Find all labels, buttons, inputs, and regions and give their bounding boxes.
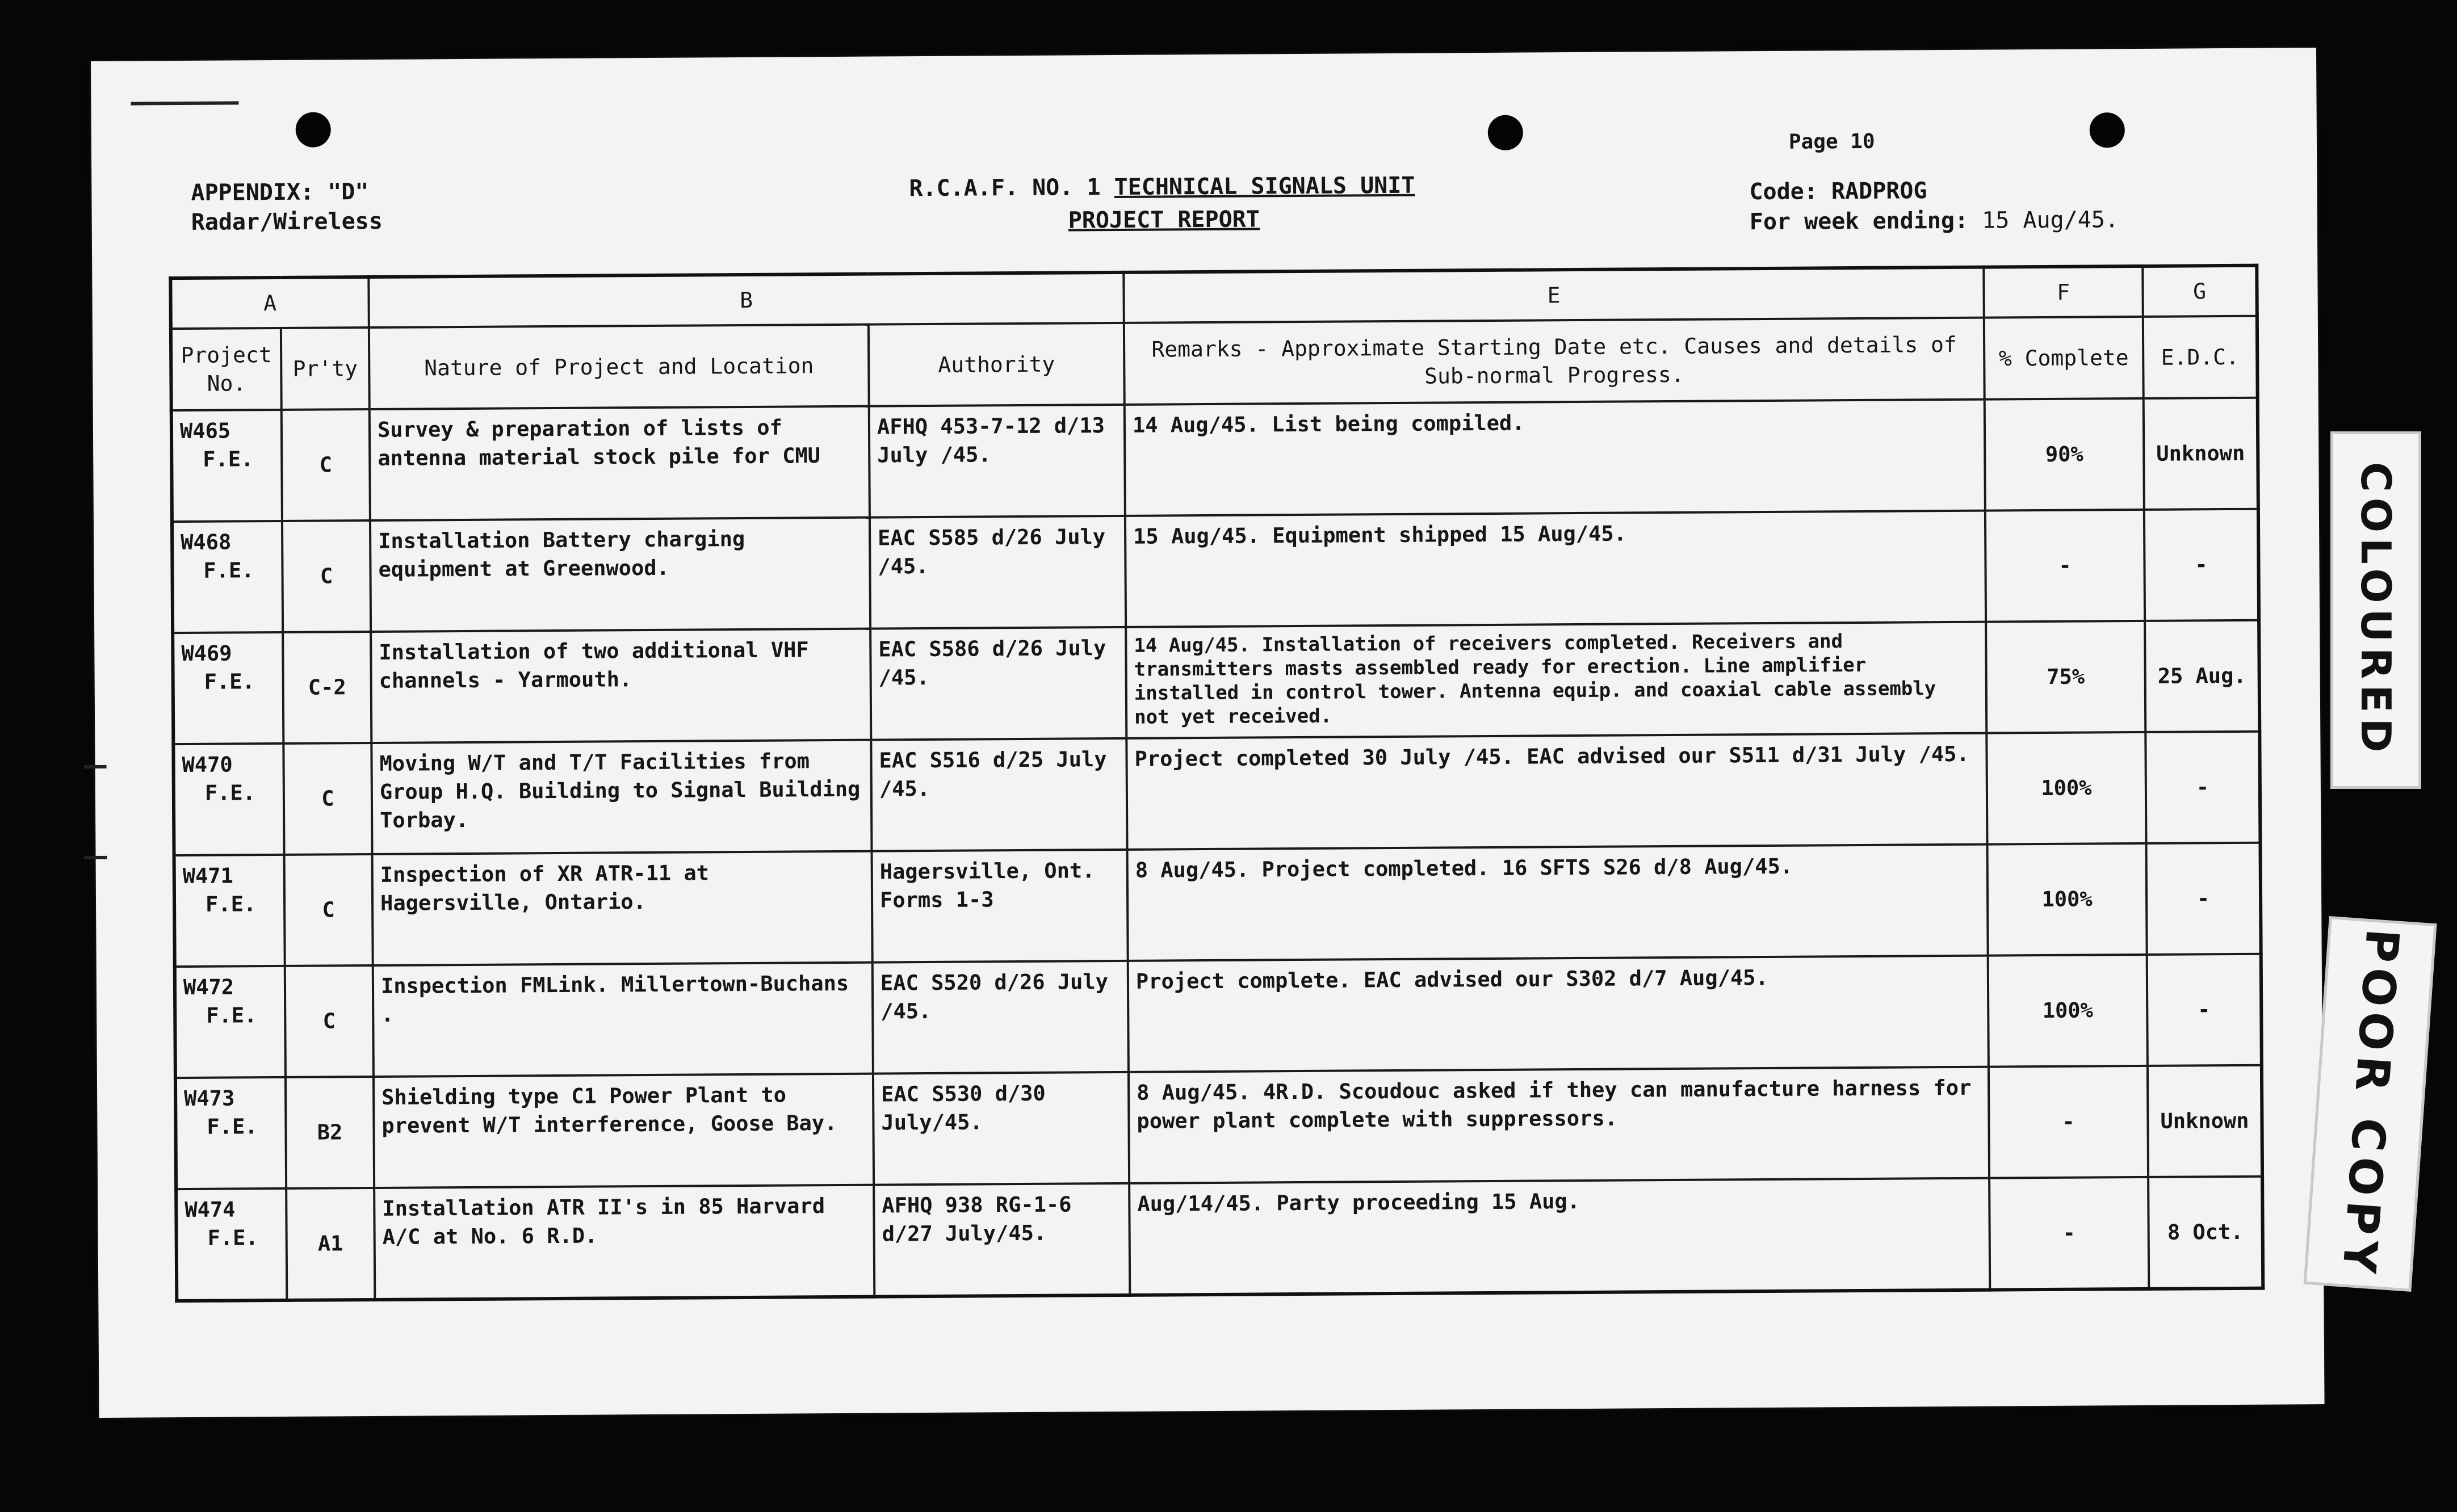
col-priority: Pr'ty xyxy=(281,327,370,410)
nature-cell: Inspection FMLink. Millertown-Buchans . xyxy=(373,963,873,1077)
edc-cell: - xyxy=(2146,843,2261,955)
week-ending: For week ending: 15 Aug/45. xyxy=(1749,207,2119,236)
complete-cell: 75% xyxy=(1986,621,2145,733)
authority-cell: EAC S516 d/25 July /45. xyxy=(871,738,1127,851)
remarks-cell: Aug/14/45. Party proceeding 15 Aug. xyxy=(1129,1178,1990,1295)
project-no-cell: W465 F.E. xyxy=(171,410,282,522)
nature-cell: Installation ATR II's in 85 Harvard A/C at No. 6 R.D. xyxy=(374,1185,874,1300)
table-row xyxy=(175,954,2262,1078)
priority-cell: A1 xyxy=(286,1188,375,1300)
remarks-cell: 8 Aug/45. Project completed. 16 SFTS S26 d/8 Aug/45. xyxy=(1127,845,1988,961)
project-no-cell: W472 F.E. xyxy=(175,966,286,1078)
col-remarks: Remarks - Approximate Starting Date etc. Causes and details of Sub-normal Progress. xyxy=(1124,318,1985,405)
authority-cell: AFHQ 453-7-12 d/13 July /45. xyxy=(869,405,1125,518)
coloured-stamp: COLOURED xyxy=(2330,431,2421,789)
priority-cell: C xyxy=(285,965,374,1077)
authority-cell: EAC S520 d/26 July /45. xyxy=(873,961,1129,1074)
project-no-cell: W473 F.E. xyxy=(175,1077,286,1189)
group-a-letter: A xyxy=(170,277,369,329)
priority-cell: B2 xyxy=(286,1077,374,1188)
nature-cell: Survey & preparation of lists of antenna material stock pile for CMU xyxy=(370,406,870,520)
scan-mark xyxy=(85,856,107,859)
group-f-letter: F xyxy=(1984,266,2143,318)
group-g-letter: G xyxy=(2142,266,2257,317)
complete-cell: 100% xyxy=(1988,843,2147,956)
appendix-header: APPENDIX: "D" xyxy=(191,179,369,206)
priority-cell: C xyxy=(284,854,373,966)
authority-cell: Hagersville, Ont. Forms 1-3 xyxy=(872,850,1128,963)
project-no-cell: W471 F.E. xyxy=(174,855,285,967)
nature-cell: Inspection of XR ATR-11 at Hagersville, Ontario. xyxy=(372,851,873,965)
page-number: Page 10 xyxy=(1788,129,1875,154)
table-row xyxy=(173,732,2260,855)
scan-mark xyxy=(84,765,107,768)
project-report-table xyxy=(169,264,2265,1303)
scan-mark xyxy=(131,101,238,105)
priority-cell: C xyxy=(282,520,371,632)
table-row xyxy=(171,398,2258,522)
group-e-letter: E xyxy=(1123,267,1984,323)
col-edc: E.D.C. xyxy=(2143,316,2258,398)
report-title: PROJECT REPORT xyxy=(1068,206,1260,234)
col-project-no: Project No. xyxy=(171,328,282,410)
col-complete: % Complete xyxy=(1984,317,2144,400)
complete-cell: 100% xyxy=(1986,732,2146,845)
table-row xyxy=(173,620,2259,744)
report-code: Code: RADPROG xyxy=(1749,178,1927,205)
remarks-cell: 14 Aug/45. List being compiled. xyxy=(1125,400,1985,516)
edc-cell: Unknown xyxy=(2144,398,2258,510)
table-row xyxy=(172,509,2259,633)
poor-copy-stamp: POOR COPY xyxy=(2304,916,2437,1292)
complete-cell: 90% xyxy=(1985,398,2144,511)
column-header-row xyxy=(171,316,2258,410)
group-b-letter: B xyxy=(368,272,1124,327)
complete-cell: 100% xyxy=(1988,955,2148,1067)
table-row xyxy=(175,1065,2262,1189)
project-no-cell: W468 F.E. xyxy=(172,521,283,633)
authority-cell: AFHQ 938 RG-1-6 d/27 July/45. xyxy=(874,1183,1130,1297)
nature-cell: Installation Battery charging equipment at Greenwood. xyxy=(370,518,870,632)
remarks-cell: Project complete. EAC advised our S302 d/7 Aug/45. xyxy=(1128,956,1989,1072)
edc-cell: - xyxy=(2144,509,2259,621)
remarks-cell: 14 Aug/45. Installation of receivers completed. Receivers and transmitters masts assembled ready for erection. Line amplifier installed in control tower. Antenna equip. and coaxial cable assembly not yet received. xyxy=(1126,622,1986,738)
table-row xyxy=(174,843,2261,967)
table-row xyxy=(176,1177,2263,1301)
project-no-cell: W469 F.E. xyxy=(173,632,283,744)
project-no-cell: W470 F.E. xyxy=(173,744,284,855)
unit-title: R.C.A.F. NO. 1 TECHNICAL SIGNALS UNIT xyxy=(909,172,1415,202)
complete-cell: - xyxy=(1985,510,2145,622)
nature-cell: Moving W/T and T/T Facilities from Group H.Q. Building to Signal Building Torbay. xyxy=(371,740,871,854)
remarks-cell: 15 Aug/45. Equipment shipped 15 Aug/45. xyxy=(1125,511,1986,627)
punch-hole xyxy=(2090,112,2125,148)
nature-cell: Shielding type C1 Power Plant to prevent W/T interference, Goose Bay. xyxy=(374,1074,874,1188)
authority-cell: EAC S586 d/26 July /45. xyxy=(870,627,1126,740)
edc-cell: - xyxy=(2147,954,2262,1066)
category-label: Radar/Wireless xyxy=(191,208,383,236)
remarks-cell: Project completed 30 July /45. EAC advised our S511 d/31 July /45. xyxy=(1126,733,1987,850)
document-sheet xyxy=(91,48,2325,1418)
edc-cell: 8 Oct. xyxy=(2148,1177,2263,1289)
punch-hole xyxy=(296,112,331,147)
authority-cell: EAC S530 d/30 July/45. xyxy=(873,1072,1129,1185)
authority-cell: EAC S585 d/26 July /45. xyxy=(870,516,1126,629)
remarks-cell: 8 Aug/45. 4R.D. Scoudouc asked if they can manufacture harness for power plant complete with suppressors. xyxy=(1129,1067,1989,1183)
project-no-cell: W474 F.E. xyxy=(176,1188,287,1301)
nature-cell: Installation of two additional VHF channels - Yarmouth. xyxy=(371,629,871,743)
edc-cell: 25 Aug. xyxy=(2145,620,2259,732)
priority-cell: C-2 xyxy=(283,632,371,744)
edc-cell: - xyxy=(2145,732,2260,843)
priority-cell: C xyxy=(282,409,370,521)
priority-cell: C xyxy=(283,743,372,855)
edc-cell: Unknown xyxy=(2148,1065,2262,1177)
col-authority: Authority xyxy=(869,323,1125,406)
complete-cell: - xyxy=(1989,1066,2148,1178)
complete-cell: - xyxy=(1989,1177,2149,1290)
col-nature: Nature of Project and Location xyxy=(369,325,869,409)
punch-hole xyxy=(1488,115,1523,150)
